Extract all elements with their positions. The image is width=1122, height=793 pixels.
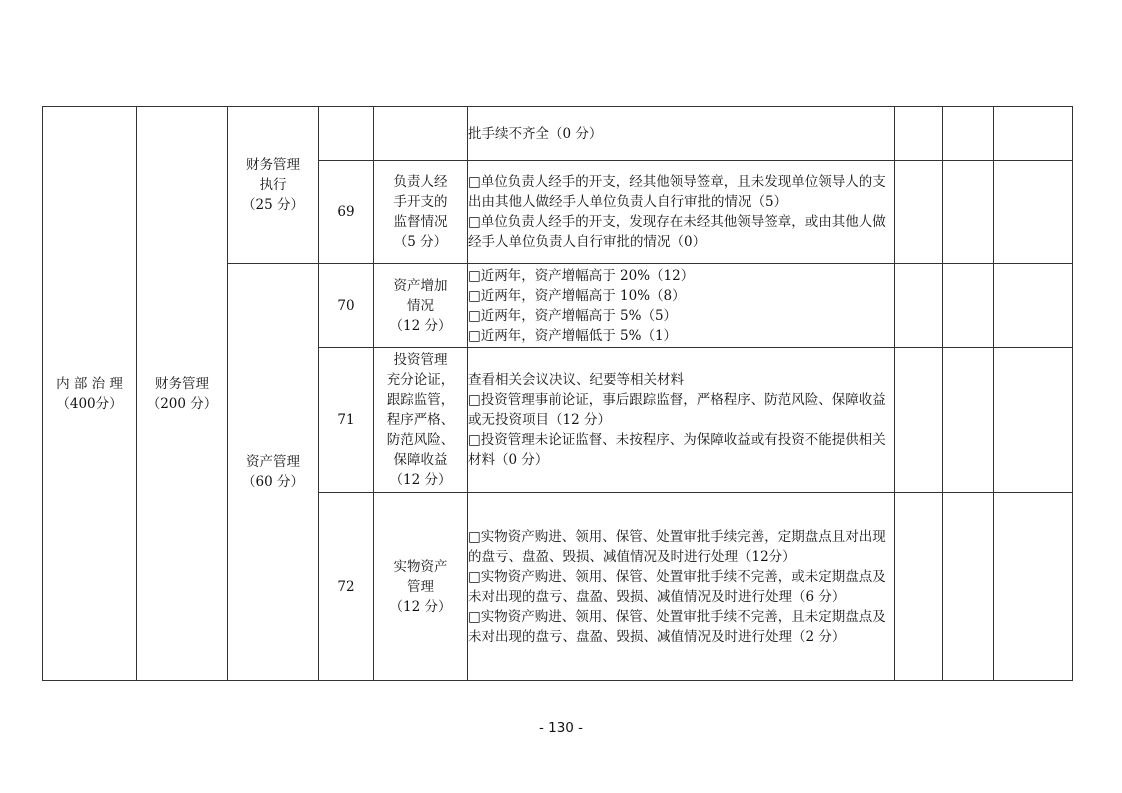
item-name: 资产增加 情况 （12 分） <box>374 264 468 348</box>
item-name: 负责人经 手开支的 监督情况 （5 分） <box>374 161 468 264</box>
criteria-line: □近两年，资产增幅高于 10%（8） <box>468 287 686 304</box>
score-cell <box>895 107 943 161</box>
table-row <box>43 107 1073 161</box>
criteria-line: □实物资产购进、领用、保管、处置审批手续不完善，或未定期盘点及未对出现的盘亏、盘盈、毁损、减值情况及时进行处理（6 分） <box>468 568 886 605</box>
item-number: 72 <box>319 493 374 681</box>
item-name-cell <box>374 107 468 161</box>
score-cell <box>895 264 943 348</box>
item-number: 71 <box>319 348 374 493</box>
criteria-line: □近两年，资产增幅高于 20%（12） <box>468 267 695 284</box>
remark-cell <box>994 161 1073 264</box>
score-cell <box>943 348 994 493</box>
score-cell <box>943 107 994 161</box>
evaluation-table <box>42 106 1073 681</box>
item-name: 实物资产 管理 （12 分） <box>374 493 468 681</box>
score-cell <box>943 264 994 348</box>
criteria-cell <box>468 348 895 493</box>
criteria-line: □实物资产购进、领用、保管、处置审批手续完善，定期盘点且对出现的盘亏、盘盈、毁损、减值情况及时进行处理（12分） <box>468 528 886 565</box>
criteria-line: □投资管理事前论证，事后跟踪监督，严格程序、防范风险、保障收益或无投资项目（12 分） <box>468 392 886 428</box>
criteria-line: □近两年，资产增幅低于 5%（1） <box>468 327 678 344</box>
item-name: 投资管理 充分论证， 跟踪监管， 程序严格、 防范风险、 保障收益 （12 分） <box>374 348 468 493</box>
criteria-line: □近两年，资产增幅高于 5%（5） <box>468 307 678 324</box>
section-finance-exec: 财务管理 执行 （25 分） <box>228 107 319 264</box>
criteria-line: □单位负责人经手的开支，经其他领导签章，且未发现单位领导人的支出由其他人做经手人单位负责人自行审批的情况（5） <box>468 174 886 210</box>
item-number: 70 <box>319 264 374 348</box>
criteria-line: 批手续不齐全（0 分） <box>468 125 603 142</box>
category-level1: 内 部 治 理 （400分） <box>43 107 137 681</box>
criteria-line: □实物资产购进、领用、保管、处置审批手续不完善，且未定期盘点及未对出现的盘亏、盘盈、毁损、减值情况及时进行处理（2 分） <box>468 608 886 645</box>
criteria-cell <box>468 161 895 264</box>
remark-cell <box>994 264 1073 348</box>
score-cell <box>895 493 943 681</box>
criteria-line: □投资管理未论证监督、未按程序、为保障收益或有投资不能提供相关材料（0 分） <box>468 432 886 468</box>
criteria-cell <box>468 107 895 161</box>
category-level2: 财务管理 （200 分） <box>137 107 228 681</box>
criteria-line: □单位负责人经手的开支，发现存在未经其他领导签章，或由其他人做经手人单位负责人自行审批的情况（0） <box>468 214 886 250</box>
page-number: - 130 - <box>538 720 584 736</box>
score-cell <box>943 493 994 681</box>
section-asset: 资产管理 （60 分） <box>228 264 319 681</box>
score-cell <box>895 161 943 264</box>
score-cell <box>943 161 994 264</box>
item-number: 69 <box>319 161 374 264</box>
criteria-line: 查看相关会议决议、纪要等相关材料 <box>468 372 684 388</box>
criteria-cell <box>468 493 895 681</box>
item-number-cell <box>319 107 374 161</box>
remark-cell <box>994 493 1073 681</box>
remark-cell <box>994 107 1073 161</box>
criteria-cell <box>468 264 895 348</box>
remark-cell <box>994 348 1073 493</box>
score-cell <box>895 348 943 493</box>
